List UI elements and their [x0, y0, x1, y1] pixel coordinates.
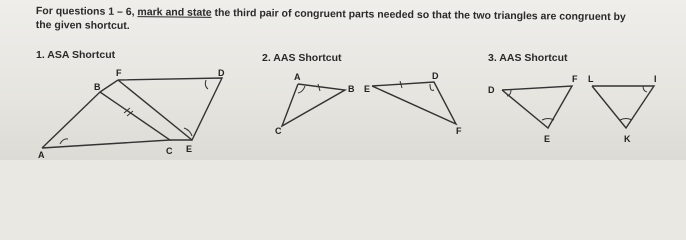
q1-figure [38, 68, 225, 160]
q2-vertex-f: F [456, 126, 462, 136]
q1-vertex-e: E [186, 144, 193, 154]
q3-vertex-d: D [488, 85, 495, 95]
q1-angle-mark-d [205, 80, 208, 89]
q2-angle-mark-d [430, 84, 434, 90]
instructions-part3: the given shortcut. [35, 18, 130, 32]
q2-tick-ab [318, 84, 320, 91]
q1-vertex-c: C [166, 146, 173, 156]
q1-triangle-abc [42, 92, 170, 148]
q1-vertex-f: F [116, 68, 122, 78]
q1-vertex-d: D [218, 68, 225, 78]
q2-triangle-abc [282, 84, 345, 126]
question-3-label: 3. AAS Shortcut [488, 52, 568, 64]
q1-vertex-a: A [38, 150, 45, 160]
q2-angle-mark-a [298, 86, 305, 93]
q3-angle-mark-k [620, 119, 632, 121]
q3-vertex-k: K [624, 134, 631, 144]
q3-figure [488, 74, 657, 144]
q1-edge-bf [100, 80, 118, 92]
q2-figure [275, 71, 462, 136]
q2-vertex-a: A [294, 72, 301, 82]
q2-vertex-d: D [432, 71, 439, 81]
q3-vertex-i: I [654, 74, 657, 84]
q3-vertex-f: F [572, 74, 578, 84]
question-1-label: 1. ASA Shortcut [36, 49, 116, 61]
q2-vertex-c: C [275, 126, 282, 136]
q1-angle-mark-a [60, 139, 68, 144]
q3-triangle-lik [592, 86, 654, 128]
q3-vertex-l: L [588, 74, 594, 84]
instructions-underlined: mark and state [137, 6, 212, 19]
q2-triangle-edf [372, 82, 456, 124]
question-2-label: 2. AAS Shortcut [262, 52, 342, 64]
q1-vertex-b: B [94, 82, 101, 92]
instructions-part2: the third pair of congruent parts needed so that the two triangles are congruent by [214, 6, 626, 24]
q3-triangle-dfe [502, 86, 572, 128]
q3-vertex-e: E [544, 134, 551, 144]
q2-vertex-b: B [348, 84, 355, 94]
q3-angle-mark-i [643, 86, 647, 92]
instructions-part1: For questions 1 – 6, [35, 4, 135, 19]
q2-vertex-e: E [364, 84, 371, 94]
